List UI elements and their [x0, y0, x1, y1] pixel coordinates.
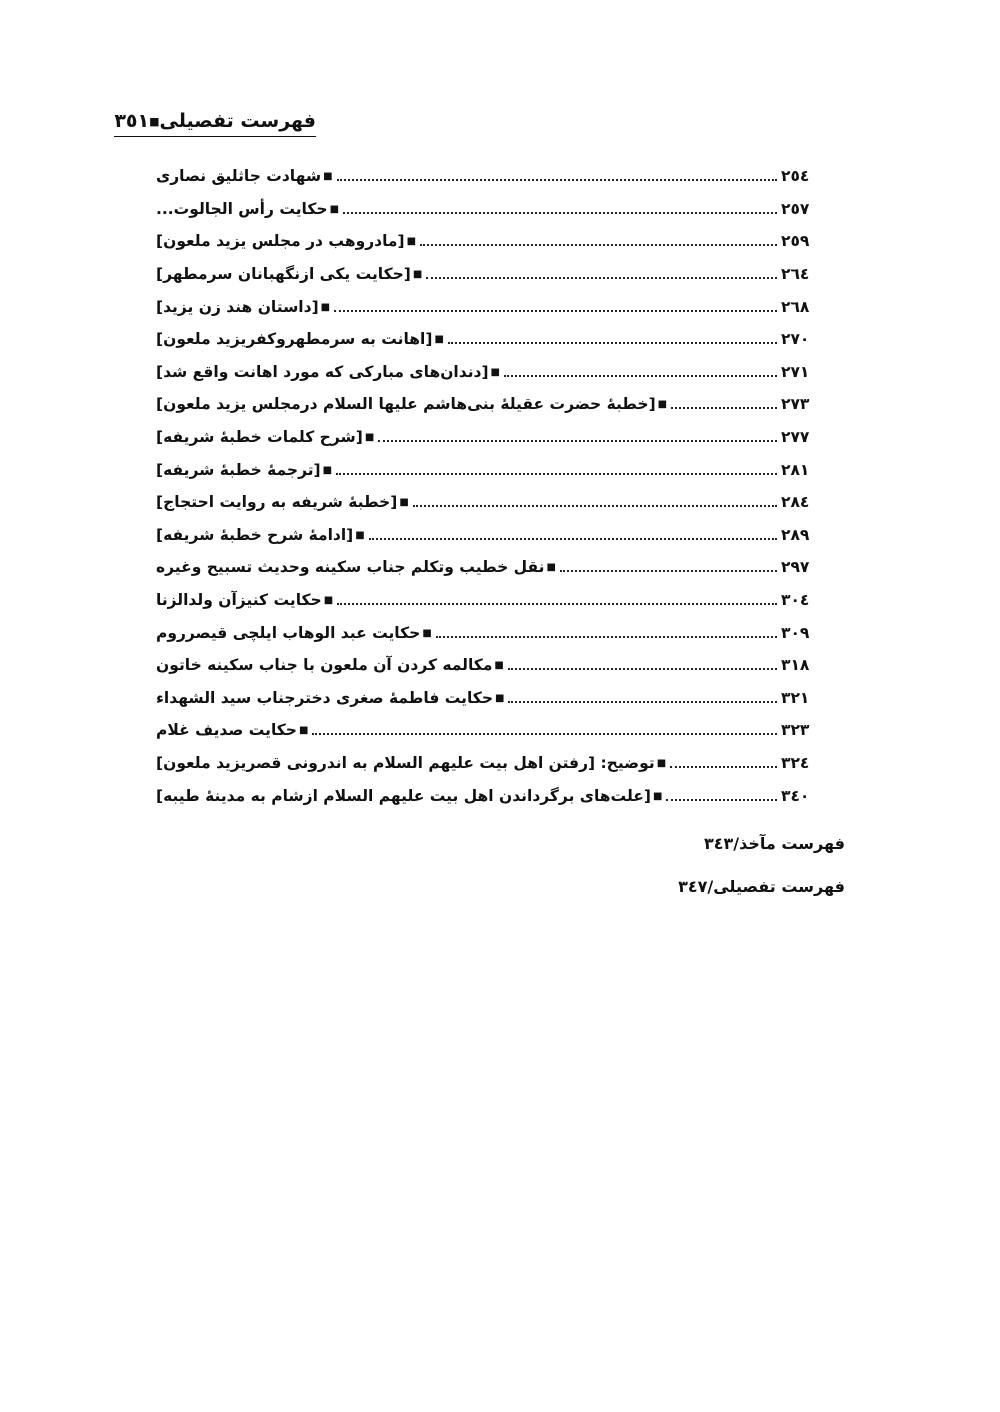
- toc-entry[interactable]: [156, 160, 821, 193]
- dot-leader: [312, 733, 777, 735]
- toc-entry[interactable]: [156, 616, 821, 649]
- toc-entry[interactable]: [156, 779, 821, 812]
- toc-entry-page: ٢٨٩: [781, 525, 810, 544]
- page-header: [114, 110, 316, 146]
- toc-entry-page: ٣١٨: [781, 656, 810, 675]
- toc-entry-title: ■[ترجمۀ خطبۀ شريفه]: [156, 460, 333, 479]
- toc-entry-page: ٢٦٤: [781, 265, 810, 284]
- toc-entry-page: ٢٧٣: [781, 395, 810, 414]
- toc-entry[interactable]: [156, 290, 821, 323]
- table-of-contents: [156, 160, 821, 812]
- header-page-number: ٣٥١: [114, 110, 150, 132]
- toc-entry-page: ٢٧٠: [781, 330, 810, 349]
- toc-entry[interactable]: [156, 453, 821, 486]
- toc-entry-title: ■[علت‌های برگرداندن اهل بيت عليهم السلام ازشام به مدينۀ طيبه]: [156, 786, 663, 805]
- square-bullet-icon: ■: [495, 692, 505, 704]
- dot-leader: [420, 244, 777, 246]
- toc-entry-title: ■[مادروهب در مجلس يزيد ملعون]: [156, 232, 417, 251]
- dot-leader: [369, 538, 777, 540]
- dot-leader: [508, 668, 777, 670]
- toc-entry[interactable]: [156, 682, 821, 715]
- toc-entry[interactable]: [156, 486, 821, 519]
- toc-entry-title: ■حكايت عبد الوهاب ايلچی قيصرروم: [156, 623, 432, 642]
- toc-entry-title: ■[ادامۀ شرح خطبۀ شريفه]: [156, 525, 365, 544]
- dot-leader: [448, 342, 777, 344]
- dot-leader: [334, 310, 777, 312]
- toc-entry-title: ■حكايت فاطمۀ صغری دخترجناب سيد الشهداء: [156, 688, 505, 707]
- toc-entry-title: ■[دندان‌های مباركی كه مورد اهانت واقع شد]: [156, 362, 500, 381]
- toc-entry-title: ■شهادت جاثليق نصاری: [156, 167, 333, 186]
- square-bullet-icon: ■: [355, 529, 365, 541]
- dot-leader: [671, 407, 777, 409]
- toc-entry-title: ■[شرح كلمات خطبۀ شريفه]: [156, 428, 375, 447]
- square-bullet-icon: ■: [412, 269, 423, 281]
- header-label: [114, 110, 316, 137]
- detailed-index-link[interactable]: فهرست تفصيلی/٣٤٧: [678, 877, 845, 896]
- toc-entry[interactable]: [156, 649, 821, 682]
- toc-entry-title: ■[خطبۀ حضرت عقيلۀ بنی‌هاشم عليها السلام درمجلس يزيد ملعون]: [156, 395, 668, 414]
- dot-leader: [336, 473, 777, 475]
- toc-entry[interactable]: [156, 714, 821, 747]
- square-bullet-icon: ■: [406, 236, 417, 248]
- toc-entry-page: ٣٠٩: [781, 623, 810, 642]
- toc-entry-title: ■[خطبۀ شريفه به روايت احتجاج]: [156, 493, 409, 512]
- square-bullet-icon: ■: [656, 757, 667, 769]
- dot-leader: [508, 701, 777, 703]
- toc-entry[interactable]: [156, 193, 821, 226]
- square-bullet-icon: ■: [422, 627, 432, 639]
- square-bullet-icon: ■: [329, 203, 340, 215]
- square-bullet-icon: ■: [323, 595, 334, 607]
- toc-entry-page: ٢٨١: [781, 460, 810, 479]
- toc-entry-page: ٢٥٩: [781, 232, 810, 251]
- toc-entry-page: ٢٧١: [781, 362, 810, 381]
- dot-leader: [337, 603, 777, 605]
- dot-leader: [504, 375, 777, 377]
- dot-leader: [413, 505, 777, 507]
- toc-entry-title: ■حكايت رأس الجالوت...: [156, 199, 340, 218]
- toc-entry[interactable]: [156, 584, 821, 617]
- toc-entry-title: ■[حكايت يكی ازنگهبانان سرمطهر]: [156, 265, 423, 284]
- dot-leader: [670, 766, 777, 768]
- toc-entry[interactable]: [156, 356, 821, 389]
- toc-entry-page: ٣٢١: [781, 688, 810, 707]
- toc-entry[interactable]: [156, 388, 821, 421]
- square-bullet-icon: ■: [657, 399, 668, 411]
- toc-entry-page: ٣٠٤: [781, 591, 810, 610]
- square-bullet-icon: ■: [652, 790, 663, 802]
- toc-entry[interactable]: [156, 747, 821, 780]
- dot-leader: [436, 636, 777, 638]
- toc-entry-title: ■[اهانت به سرمطهروكفريزيد ملعون]: [156, 330, 444, 349]
- toc-entry-page: ٢٩٧: [781, 558, 810, 577]
- toc-entry[interactable]: [156, 323, 821, 356]
- toc-entry-page: ٢٧٧: [781, 428, 810, 447]
- toc-entry-page: ٣٢٤: [781, 753, 810, 772]
- toc-entry-page: ٣٢٣: [781, 721, 810, 740]
- toc-entry[interactable]: [156, 258, 821, 291]
- square-bullet-icon: ■: [434, 334, 444, 346]
- toc-entry-title: ■حكايت صديف غلام: [156, 721, 309, 740]
- square-bullet-icon: ■: [149, 115, 160, 128]
- dot-leader: [666, 799, 777, 801]
- toc-entry-page: ٣٤٠: [781, 786, 810, 805]
- toc-entry-page: ٢٨٤: [781, 493, 810, 512]
- dot-leader: [560, 570, 777, 572]
- toc-entry[interactable]: [156, 421, 821, 454]
- square-bullet-icon: ■: [323, 171, 333, 183]
- toc-entry-page: ٢٥٧: [781, 199, 810, 218]
- toc-entry[interactable]: [156, 519, 821, 552]
- dot-leader: [378, 440, 777, 442]
- toc-entry[interactable]: [156, 551, 821, 584]
- sources-index-link[interactable]: فهرست مآخذ/٣٤٣: [703, 834, 845, 853]
- toc-entry[interactable]: [156, 225, 821, 258]
- dot-leader: [343, 212, 777, 214]
- toc-entry-title: ■[داستان هند زن يزيد]: [156, 297, 331, 316]
- toc-entry-title: ■مكالمه كردن آن ملعون با جناب سكينه خاتون: [156, 656, 504, 675]
- toc-entry-page: ٢٥٤: [781, 167, 810, 186]
- square-bullet-icon: ■: [320, 301, 331, 313]
- toc-entry-page: ٢٦٨: [781, 297, 810, 316]
- square-bullet-icon: ■: [364, 432, 375, 444]
- toc-entry-title: ■نقل خطيب وتكلم جناب سكينه وحديث تسبيح وغيره: [156, 558, 556, 577]
- dot-leader: [337, 179, 777, 181]
- square-bullet-icon: ■: [399, 497, 409, 509]
- square-bullet-icon: ■: [490, 366, 500, 378]
- dot-leader: [426, 277, 777, 279]
- toc-entry-title: ■توضيح: [رفتن اهل بيت عليهم السلام به اندرونی قصريزيد ملعون]: [156, 753, 667, 772]
- square-bullet-icon: ■: [546, 562, 556, 574]
- header-title: فهرست تفصيلی: [159, 110, 316, 132]
- square-bullet-icon: ■: [298, 725, 309, 737]
- square-bullet-icon: ■: [494, 660, 504, 672]
- square-bullet-icon: ■: [322, 464, 333, 476]
- toc-entry-title: ■حكايت كنيزآن ولدالزنا: [156, 591, 334, 610]
